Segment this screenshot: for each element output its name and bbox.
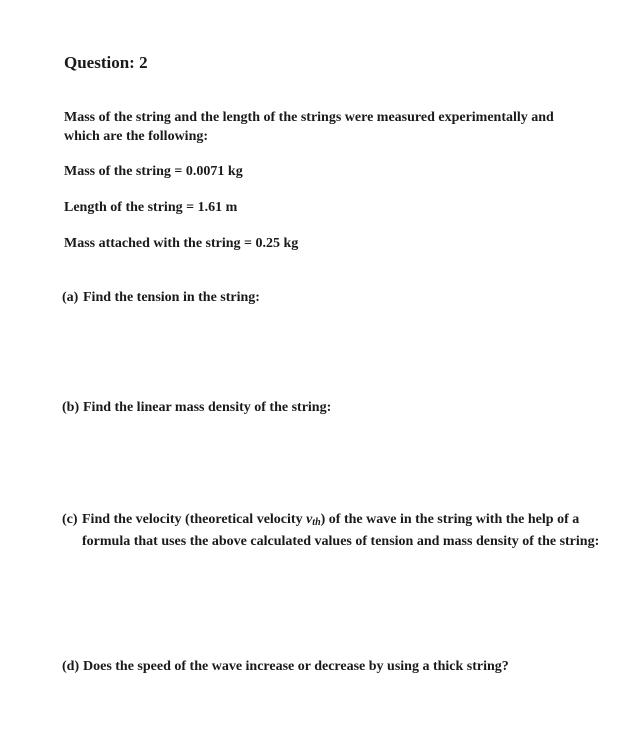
question-c-text-after: ) of the wave in the string with the help of a formula that uses the above calculated values of tension and mass density of the string: (82, 512, 600, 549)
question-b (62, 398, 602, 417)
question-b-label: (b) (62, 400, 80, 415)
question-d-label: (d) (62, 659, 80, 674)
question-c-text-before: Find the velocity (theoretical velocity (82, 512, 307, 527)
question-d-text: Does the speed of the wave increase or decrease by using a thick string? (83, 659, 509, 674)
given-length-of-string: Length of the string = 1.61 m (64, 200, 238, 215)
question-c-text (82, 510, 602, 551)
velocity-subscript: th (312, 517, 321, 528)
question-a (62, 288, 602, 307)
given-mass-of-string: Mass of the string = 0.0071 kg (64, 164, 243, 179)
given-mass-attached: Mass attached with the string = 0.25 kg (64, 236, 299, 251)
question-c-label: (c) (62, 512, 78, 527)
question-a-label: (a) (62, 290, 79, 305)
question-c (62, 510, 602, 551)
question-title: Question: 2 (64, 53, 148, 72)
question-a-text: Find the tension in the string: (83, 290, 260, 305)
question-d (62, 657, 602, 676)
intro-paragraph: Mass of the string and the length of the strings were measured experimentally and which are the following: (64, 110, 554, 144)
velocity-symbol: v (306, 512, 313, 527)
question-b-text: Find the linear mass density of the string: (83, 400, 332, 415)
